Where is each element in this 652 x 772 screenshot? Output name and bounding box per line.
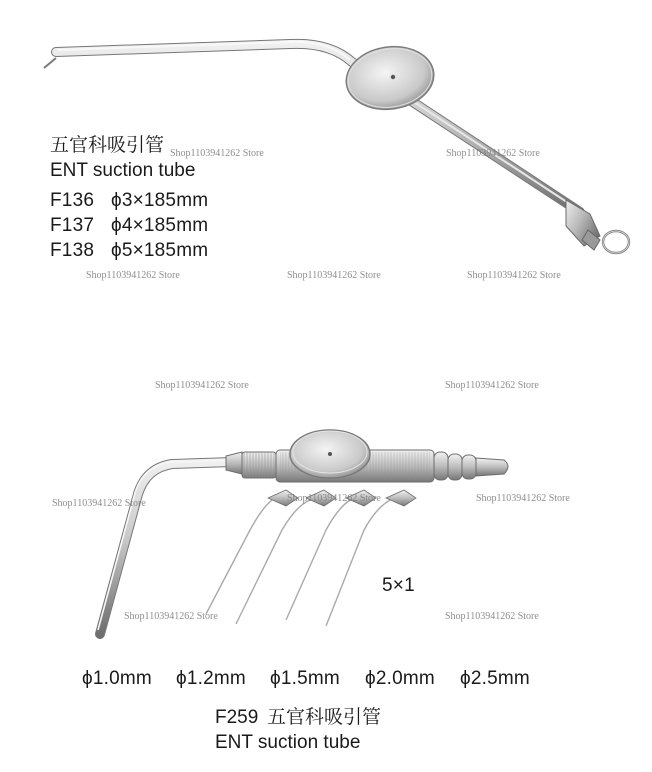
spec-size: ϕ4×185mm xyxy=(111,215,209,236)
quantity-label: 5×1 xyxy=(382,575,415,596)
watermark: Shop1103941262 Store xyxy=(445,380,539,391)
top-product-name-cn: 五官科吸引管 xyxy=(50,135,165,156)
spec-code: F138 xyxy=(50,240,95,261)
tip-size: ϕ1.2mm xyxy=(176,668,246,689)
watermark: Shop1103941262 Store xyxy=(287,493,381,504)
watermark: Shop1103941262 Store xyxy=(467,270,561,281)
tip-1 xyxy=(206,490,298,614)
interchangeable-tips-illustration xyxy=(206,490,416,626)
watermark: Shop1103941262 Store xyxy=(446,148,540,159)
tip-size: ϕ1.5mm xyxy=(270,668,340,689)
bottom-suction-tube-illustration xyxy=(98,430,508,634)
tip-size: ϕ2.0mm xyxy=(365,668,435,689)
watermark: Shop1103941262 Store xyxy=(124,611,218,622)
top-product-name-en: ENT suction tube xyxy=(50,160,196,181)
spec-size: ϕ5×185mm xyxy=(111,240,209,261)
watermark: Shop1103941262 Store xyxy=(52,498,146,509)
watermark: Shop1103941262 Store xyxy=(170,148,264,159)
bottom-product-name-cn: 五官科吸引管 xyxy=(267,707,382,728)
tip-3 xyxy=(286,490,376,620)
watermark: Shop1103941262 Store xyxy=(445,611,539,622)
tip-2 xyxy=(236,490,336,624)
watermark: Shop1103941262 Store xyxy=(287,270,381,281)
bottom-product-code: F259 xyxy=(215,707,259,728)
tip-size: ϕ2.5mm xyxy=(460,668,530,689)
spec-size: ϕ3×185mm xyxy=(111,190,209,211)
spec-code: F137 xyxy=(50,215,95,236)
spec-code: F136 xyxy=(50,190,95,211)
tip-size: ϕ1.0mm xyxy=(82,668,152,689)
watermark: Shop1103941262 Store xyxy=(86,270,180,281)
watermark: Shop1103941262 Store xyxy=(476,493,570,504)
bottom-product-name-en: ENT suction tube xyxy=(215,732,361,753)
watermark: Shop1103941262 Store xyxy=(155,380,249,391)
